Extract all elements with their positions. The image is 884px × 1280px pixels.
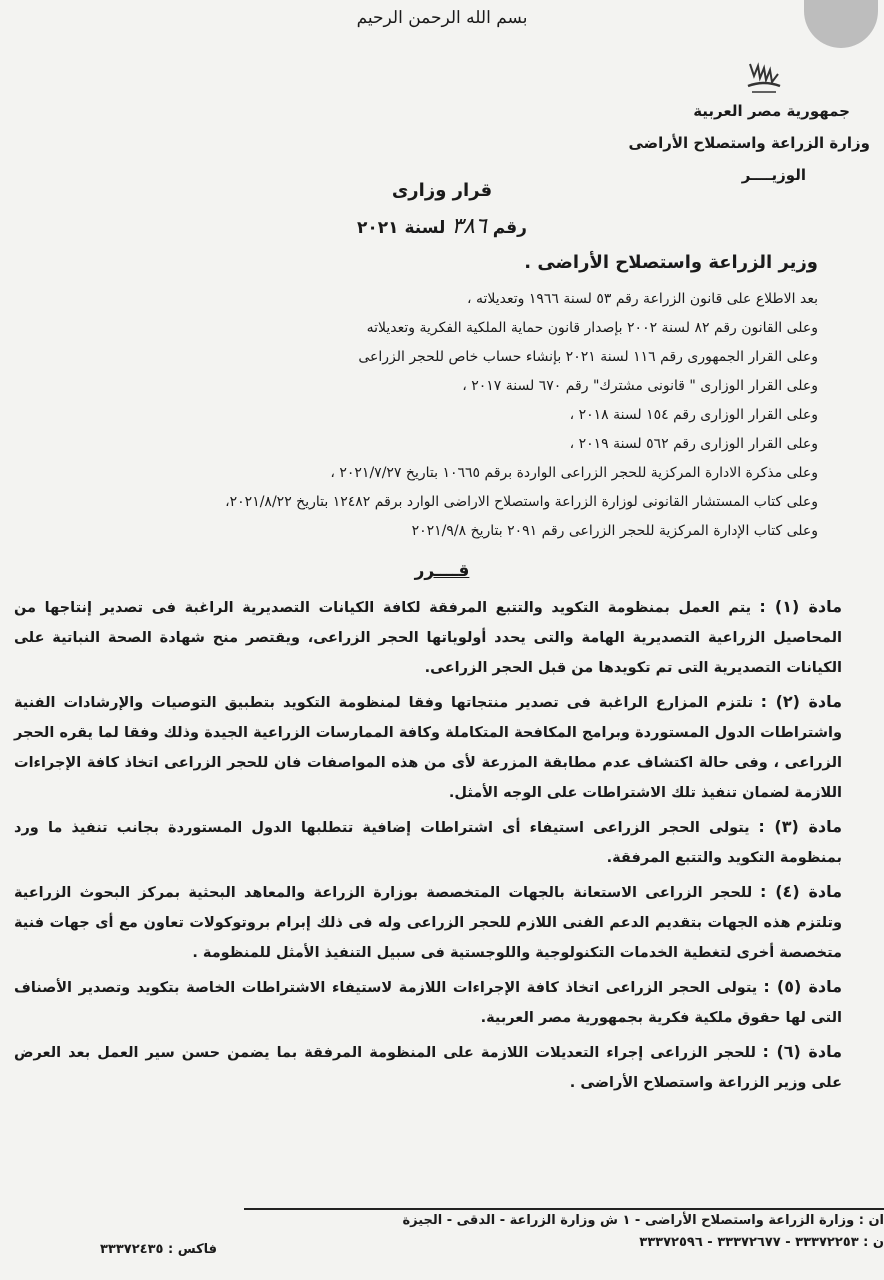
footer-address: ان : وزارة الزراعة واستصلاح الأراضى - ١ ش وزارة الزراعة - الدقى - الجيزة: [402, 1213, 884, 1228]
recital-line: وعلى كتاب الإدارة المركزية للحجر الزراعى رقم ٢٠٩١ بتاريخ ٢٠٢١/٩/٨: [411, 523, 818, 539]
article-text: للحجر الزراعى الاستعانة بالجهات المتخصصة بوزارة الزراعة والمعاهد البحثية بمركز البحوث الزراعية وتلتزم هذه الجهات بتقديم الدعم الفنى اللازم للحجر الزراعى وله فى ذلك إبرام بروتوكولات تعاون مع أى جهات فنية متخصصة أخرى لتغطية الخدمات التكنولوجية واللوجستية فى سبيل التنفيذ الأمثل للمنظومة .: [14, 885, 842, 961]
decision-heading: قــــرر: [414, 561, 470, 581]
ministry-name: وزارة الزراعة واستصلاح الأراضى: [628, 134, 870, 152]
recital-line: وعلى مذكرة الادارة المركزية للحجر الزراعى الواردة برقم ١٠٦٦٥ بتاريخ ٢٠٢١/٧/٢٧ ،: [330, 465, 818, 481]
article-1: [14, 592, 844, 683]
article-text: يتم العمل بمنظومة التكويد والتتبع المرفقة لكافة الكيانات التصديرية الراغبة فى تصدير إنتاجها من المحاصيل الزراعية التصديرية الهامة والتى يحدد أولوياتها الحجر الزراعى، ويقتصر منح شهادة الصحة النباتية على الكيانات التصديرية التى تم تكويدها من قبل الحجر الزراعى.: [14, 600, 842, 676]
article-text: تلتزم المزارع الراغبة فى تصدير منتجاتها وفقا لمنظومة التكويد بتطبيق التوصيات والإرشادات الفنية واشتراطات الدول المستوردة وبرامج المكافحة المتكاملة وكافة الممارسات الزراعية الجيدة وذلك وفقا لما يقره الحجر الزراعى ، وفى حالة اكتشاف عدم مطابقة المزرعة لأى من هذه المواصفات فان للحجر الزراعى اتخاذ كافة الإجراءات اللازمة لضمان تنفيذ تلك الاشتراطات على الوجه الأمثل.: [14, 695, 842, 801]
decree-number-handwritten: ٣٨٦: [451, 214, 487, 239]
footer-divider: [244, 1208, 884, 1210]
recital-line: وعلى القرار الوزارى رقم ٥٦٢ لسنة ٢٠١٩ ،: [569, 436, 818, 452]
article-label: مادة (٦) :: [762, 1042, 842, 1061]
decree-title: قرار وزارى: [391, 180, 493, 201]
decree-number: [0, 214, 884, 239]
article-5: [14, 972, 844, 1033]
recital-line: وعلى القانون رقم ٨٢ لسنة ٢٠٠٢ بإصدار قانون حماية الملكية الفكرية وتعديلاته: [366, 320, 818, 336]
minister-line: وزير الزراعة واستصلاح الأراضى .: [524, 252, 818, 273]
article-label: مادة (٣) :: [758, 817, 843, 836]
article-4: [14, 877, 844, 968]
article-text: يتولى الحجر الزراعى استيفاء أى اشتراطات إضافية تتطلبها الدول المستوردة بجانب تنفيذ ما ورد بمنظومة التكويد والتتبع المرفقة.: [14, 820, 842, 866]
country-name: جمهورية مصر العربية: [693, 102, 850, 120]
footer-phones: ن : ٣٣٣٧٢٢٥٣ - ٣٣٣٧٢٦٧٧ - ٣٣٣٧٢٥٩٦: [639, 1235, 884, 1250]
recitals: [28, 285, 818, 546]
footer-fax: فاكس : ٣٣٣٧٢٤٣٥: [100, 1242, 218, 1257]
recital-line: بعد الاطلاع على قانون الزراعة رقم ٥٣ لسنة ١٩٦٦ وتعديلاته ،: [467, 291, 818, 307]
recital-line: وعلى كتاب المستشار القانونى لوزارة الزراعة واستصلاح الاراضى الوارد برقم ١٢٤٨٢ بتاريخ ٢٠٢١/٨/٢٢،: [225, 494, 818, 510]
article-label: مادة (٥) :: [763, 977, 843, 996]
recital-line: وعلى القرار الوزارى رقم ١٥٤ لسنة ٢٠١٨ ،: [569, 407, 818, 423]
recital-line: وعلى القرار الجمهورى رقم ١١٦ لسنة ٢٠٢١ بإنشاء حساب خاص للحجر الزراعى: [358, 349, 818, 365]
article-label: مادة (٢) :: [760, 692, 843, 711]
article-text: للحجر الزراعى إجراء التعديلات اللازمة على المنظومة المرفقة بما يضمن حسن سير العمل بعد العرض على وزير الزراعة واستصلاح الأراضى .: [14, 1045, 842, 1091]
article-2: [14, 687, 844, 808]
office-title: الوزيــــر: [741, 166, 806, 184]
recital-line: وعلى القرار الوزارى " قانونى مشترك" رقم ٦٧٠ لسنة ٢٠١٧ ،: [462, 378, 818, 394]
basmala: بسم الله الرحمن الرحيم: [356, 8, 528, 28]
article-3: [14, 812, 844, 873]
articles: [14, 592, 844, 1102]
decree-year: لسنة ٢٠٢١: [357, 218, 446, 238]
article-label: مادة (٤) :: [760, 882, 843, 901]
eagle-emblem-icon: [744, 60, 784, 98]
article-text: يتولى الحجر الزراعى اتخاذ كافة الإجراءات اللازمة لاستيفاء الاشتراطات الخاصة بتكويد وتصدير الأصناف التى لها حقوق ملكية فكرية بجمهورية مصر العربية.: [14, 980, 842, 1026]
article-label: مادة (١) :: [759, 597, 843, 616]
decree-number-prefix: رقم: [492, 218, 527, 238]
article-6: [14, 1037, 844, 1098]
